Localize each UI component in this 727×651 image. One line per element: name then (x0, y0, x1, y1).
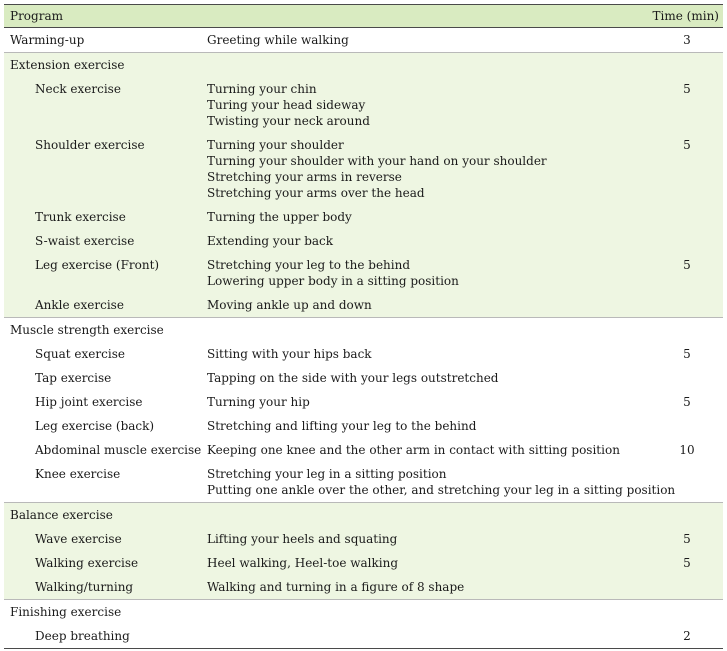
table-body (4, 28, 723, 648)
time-minutes (647, 575, 723, 583)
exercise-description (207, 205, 647, 229)
exercise-name: Deep breathing (35, 629, 130, 643)
exercise-description (207, 318, 647, 326)
exercise-name: Knee exercise (35, 467, 121, 481)
exercise-description (207, 600, 647, 608)
table-row (4, 317, 723, 342)
time-minutes: 5 (683, 347, 691, 361)
exercise-name: Wave exercise (35, 532, 122, 546)
section-title: Extension exercise (10, 58, 125, 72)
table-row (4, 77, 723, 133)
exercise-name: Leg exercise (Front) (35, 258, 160, 272)
table-row (4, 462, 723, 502)
description-line: Turning your shoulder (207, 138, 344, 152)
exercise-description (207, 229, 647, 253)
table-row (4, 366, 723, 390)
description-line: Stretching and lifting your leg to the behind (207, 419, 477, 433)
description-line: Turing your head sideway (207, 98, 366, 112)
description-line: Lifting your heels and squating (207, 532, 398, 546)
exercise-name: Tap exercise (35, 371, 112, 385)
time-minutes (647, 600, 723, 608)
description-line: Stretching your leg in a sitting position (207, 467, 447, 481)
exercise-description (207, 53, 647, 61)
exercise-description (207, 414, 647, 438)
description-line: Twisting your neck around (207, 114, 370, 128)
description-line: Stretching your leg to the behind (207, 258, 411, 272)
section-title: Finishing exercise (10, 605, 122, 619)
description-line: Greeting while walking (207, 33, 349, 47)
header-time: Time (min) (652, 9, 719, 23)
exercise-description (207, 390, 647, 414)
table-row (4, 52, 723, 77)
exercise-name: Walking exercise (35, 556, 139, 570)
time-minutes: 3 (683, 33, 691, 47)
exercise-name: Abdominal muscle exercise (35, 443, 202, 457)
exercise-description (207, 438, 647, 462)
description-line: Stretching your arms over the head (207, 186, 425, 200)
exercise-name: Leg exercise (back) (35, 419, 155, 433)
time-minutes: 5 (683, 258, 691, 272)
description-line: Tapping on the side with your legs outstretched (207, 371, 499, 385)
table-row (4, 133, 723, 205)
time-minutes: 5 (683, 532, 691, 546)
exercise-name: Ankle exercise (35, 298, 124, 312)
exercise-name: Shoulder exercise (35, 138, 145, 152)
section-title: Warming-up (10, 33, 85, 47)
time-minutes (647, 366, 723, 374)
description-line: Moving ankle up and down (207, 298, 372, 312)
time-minutes (647, 414, 723, 422)
exercise-program-table (4, 4, 723, 649)
time-minutes: 2 (683, 629, 691, 643)
description-line: Heel walking, Heel-toe walking (207, 556, 399, 570)
time-minutes (647, 53, 723, 61)
exercise-description (207, 527, 647, 551)
description-line: Turning your hip (207, 395, 310, 409)
table-row (4, 293, 723, 317)
description-line: Sitting with your hips back (207, 347, 372, 361)
time-minutes (647, 318, 723, 326)
time-minutes (647, 229, 723, 237)
time-minutes (647, 205, 723, 213)
description-line: Walking and turning in a figure of 8 shape (207, 580, 465, 594)
exercise-name: S-waist exercise (35, 234, 135, 248)
section-title: Balance exercise (10, 508, 113, 522)
table-row (4, 599, 723, 624)
description-line: Keeping one knee and the other arm in contact with sitting position (207, 443, 620, 457)
table-row (4, 205, 723, 229)
table-row (4, 624, 723, 648)
exercise-description (207, 342, 647, 366)
exercise-name: Hip joint exercise (35, 395, 143, 409)
exercise-description (207, 28, 647, 52)
table-header (4, 5, 723, 28)
exercise-description (207, 253, 647, 293)
description-line: Turning your shoulder with your hand on your shoulder (207, 154, 547, 168)
time-minutes: 5 (683, 395, 691, 409)
table-row (4, 438, 723, 462)
description-line: Lowering upper body in a sitting position (207, 274, 459, 288)
exercise-description (207, 293, 647, 317)
table-row (4, 28, 723, 52)
exercise-description (207, 462, 676, 502)
time-minutes (647, 503, 723, 511)
exercise-name: Walking/turning (35, 580, 134, 594)
table-row (4, 414, 723, 438)
time-minutes: 10 (679, 443, 695, 457)
exercise-description (207, 133, 647, 205)
exercise-description (207, 503, 647, 511)
description-line: Turning your chin (207, 82, 317, 96)
exercise-name: Neck exercise (35, 82, 121, 96)
exercise-description (207, 551, 647, 575)
table-row (4, 390, 723, 414)
exercise-description (207, 624, 647, 632)
time-minutes: 5 (683, 82, 691, 96)
description-line: Turning the upper body (207, 210, 352, 224)
table-row (4, 229, 723, 253)
description-line: Putting one ankle over the other, and stretching your leg in a sitting position (207, 483, 676, 497)
description-line: Extending your back (207, 234, 334, 248)
description-line: Stretching your arms in reverse (207, 170, 402, 184)
time-minutes: 5 (683, 556, 691, 570)
exercise-name: Squat exercise (35, 347, 125, 361)
time-minutes: 5 (683, 138, 691, 152)
section-title: Muscle strength exercise (10, 323, 164, 337)
exercise-description (207, 77, 647, 133)
table-row (4, 342, 723, 366)
exercise-description (207, 366, 647, 390)
time-minutes (647, 462, 723, 470)
time-minutes (647, 293, 723, 301)
exercise-name: Trunk exercise (35, 210, 126, 224)
table-row (4, 575, 723, 599)
table-row (4, 253, 723, 293)
header-program: Program (10, 9, 63, 23)
table-row (4, 527, 723, 551)
table-row (4, 551, 723, 575)
exercise-description (207, 575, 647, 599)
table-row (4, 502, 723, 527)
